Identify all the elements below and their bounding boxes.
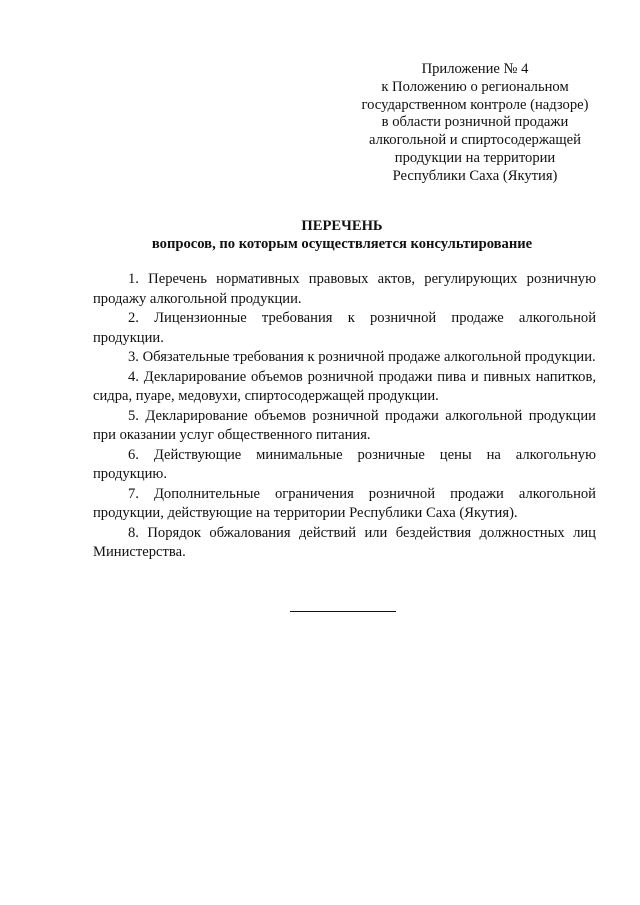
closing-divider: [290, 611, 396, 612]
list-item: 1. Перечень нормативных правовых актов, регулирующих розничную продажу алкогольной продукции.: [93, 271, 596, 307]
list-item: 5. Декларирование объемов розничной продажи алкогольной продукции при оказании услуг общественного питания.: [93, 407, 596, 443]
annex-line: Республики Саха (Якутия): [392, 167, 558, 184]
list-item: 3. Обязательные требования к розничной продаже алкогольной продукции.: [128, 349, 596, 365]
document-subtitle: вопросов, по которым осуществляется консультирование: [151, 236, 533, 252]
list-item: 8. Порядок обжалования действий или бездействия должностных лиц Министерства.: [93, 524, 596, 560]
list-item: 4. Декларирование объемов розничной продажи пива и пивных напитков, сидра, пуаре, медовухи, спиртосодержащей продукции.: [93, 368, 596, 404]
annex-line: продукции на территории: [394, 149, 556, 166]
annex-line: к Положению о региональном: [381, 78, 569, 95]
annex-line: Приложение № 4: [421, 61, 529, 77]
list-item: 2. Лицензионные требования к розничной продаже алкогольной продукции.: [93, 310, 596, 346]
annex-line: государственном контроле (надзоре): [361, 96, 589, 113]
list-item: 7. Дополнительные ограничения розничной продажи алкогольной продукции, действующие на территории Республики Саха (Якутия).: [93, 485, 596, 521]
annex-line: алкогольной и спиртосодержащей: [369, 132, 581, 149]
annex-line: в области розничной продажи: [381, 114, 569, 131]
document-title: ПЕРЕЧЕНЬ: [301, 218, 383, 234]
consultation-topics-list: [93, 270, 596, 563]
list-item: 6. Действующие минимальные розничные цены на алкогольную продукцию.: [93, 446, 596, 482]
annex-header: [330, 61, 620, 186]
